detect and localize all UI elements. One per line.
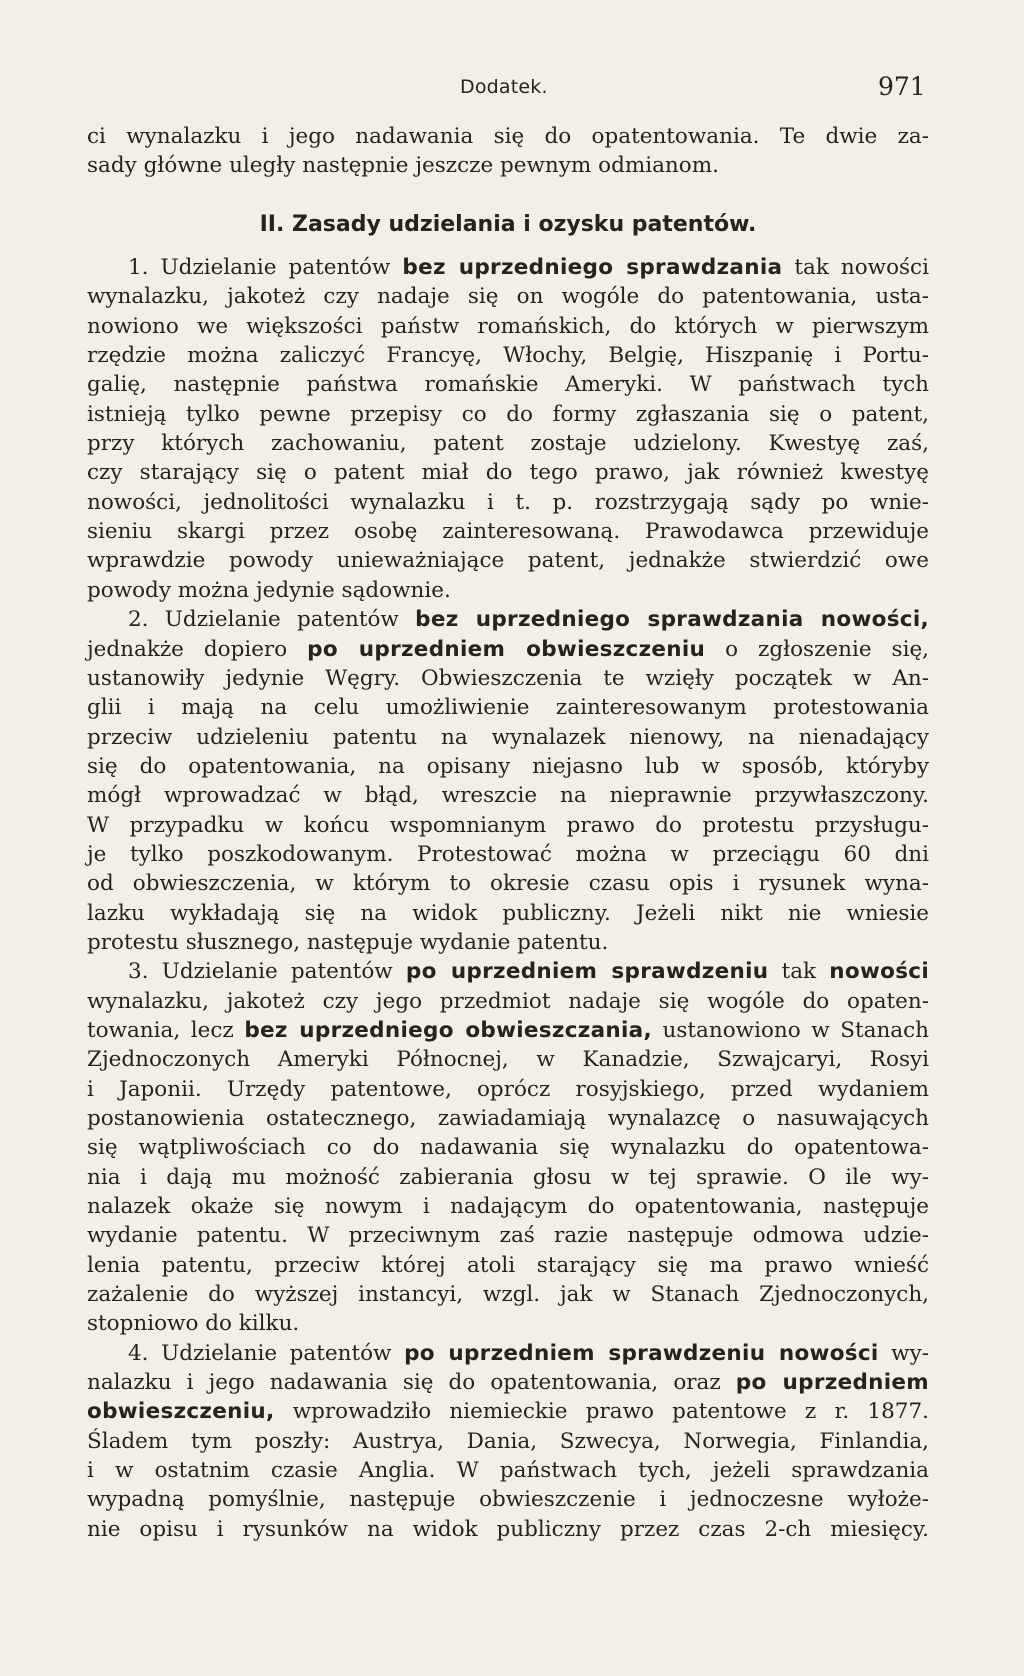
text-run: tak bbox=[768, 959, 830, 985]
text-run: protestu słusznego, następuje wydanie patentu. bbox=[87, 929, 609, 955]
text-line bbox=[87, 1251, 929, 1280]
text-run: sieniu skargi przez osobę zainteresowaną. Prawodawca przewiduje bbox=[87, 519, 929, 545]
text-line bbox=[87, 576, 929, 605]
text-run: zażalenie do wyższej instancyi, wzgl. jak w Stanach Zjednoczonych, bbox=[87, 1282, 929, 1308]
text-run: nowości, jednolitości wynalazku i t. p. rozstrzygają sądy po wnie- bbox=[87, 489, 929, 515]
text-line bbox=[87, 987, 929, 1016]
emphasis-text: bez uprzedniego obwieszczania, bbox=[244, 1017, 652, 1043]
text-run: wynalazku, jakoteż czy jego przedmiot nadaje się wogóle do opaten- bbox=[87, 988, 929, 1014]
text-line bbox=[87, 957, 929, 986]
text-line bbox=[87, 1427, 929, 1456]
text-run: przy których zachowaniu, patent zostaje udzielony. Kwestyę zaś, bbox=[87, 431, 929, 457]
text-line bbox=[87, 1456, 929, 1485]
emphasis-text: po uprzedniem sprawdzeniu nowości bbox=[404, 1340, 879, 1366]
text-line bbox=[87, 1016, 929, 1045]
text-run: wypadną pomyślnie, następuje obwieszczenie i jednoczesne wyłoże- bbox=[87, 1487, 929, 1513]
text-line bbox=[87, 899, 929, 928]
emphasis-text: po uprzedniem bbox=[735, 1370, 929, 1396]
text-line bbox=[87, 1397, 929, 1426]
emphasis-text: nowości bbox=[829, 959, 930, 985]
text-run: o zgłoszenie się, bbox=[705, 636, 930, 662]
text-line bbox=[87, 458, 929, 487]
text-run: się wątpliwościach co do nadawania się wynalazku do opatentowa- bbox=[87, 1135, 929, 1161]
text-run: postanowienia ostatecznego, zawiadamiają wynalazcę o nasuwających bbox=[87, 1106, 929, 1131]
emphasis-text: bez uprzedniego sprawdzania bbox=[402, 255, 783, 281]
body-text bbox=[87, 122, 929, 1544]
text-line bbox=[87, 400, 929, 429]
text-run: nowiono we większości państw romańskich, do których w pierwszym bbox=[87, 313, 929, 339]
text-line bbox=[87, 693, 929, 722]
text-run: wprawdzie powody unieważniające patent, jednakże stwierdzić owe bbox=[87, 548, 929, 574]
text-run: galię, następnie państwa romańskie Ameryki. W państwach tych bbox=[87, 372, 929, 398]
text-run: 2. Udzielanie patentów bbox=[128, 607, 416, 633]
text-run: Śladem tym poszły: Austrya, Dania, Szwecya, Norwegia, Finlandia, bbox=[87, 1428, 929, 1454]
text-line bbox=[87, 1133, 929, 1162]
text-line bbox=[87, 253, 929, 282]
text-line bbox=[87, 282, 929, 311]
text-run: 4. Udzielanie patentów bbox=[128, 1340, 405, 1366]
text-run: lazku wykładają się na widok publiczny. Jeżeli nikt nie wniesie bbox=[87, 900, 929, 926]
text-run: towania, lecz bbox=[87, 1017, 245, 1043]
section-heading bbox=[87, 210, 929, 239]
text-line bbox=[87, 1104, 929, 1133]
text-run: II. Zasady udzielania i ozysku patentów. bbox=[259, 211, 757, 237]
text-line bbox=[87, 811, 929, 840]
text-line bbox=[87, 1163, 929, 1192]
text-line bbox=[87, 370, 929, 399]
text-run: glii i mają na celu umożliwienie zainteresowanym protestowania bbox=[87, 695, 929, 721]
text-line bbox=[87, 312, 929, 341]
text-run: W przypadku w końcu wspomnianym prawo do protestu przysługu- bbox=[87, 812, 929, 838]
text-line bbox=[87, 122, 929, 151]
text-run: nalazku i jego nadawania się do opatentowania, oraz bbox=[87, 1370, 736, 1396]
text-line bbox=[87, 840, 929, 869]
text-line bbox=[87, 488, 929, 517]
text-line bbox=[87, 1075, 929, 1104]
text-run: sady główne uległy następnie jeszcze pewnym odmianom. bbox=[87, 153, 719, 179]
text-run: wynalazku, jakoteż czy nadaje się on wogóle do patentowania, usta- bbox=[87, 284, 929, 310]
text-run: nia i dają mu możność zabierania głosu w tej sprawie. O ile wy- bbox=[87, 1164, 929, 1190]
text-run: stopniowo do kilku. bbox=[87, 1311, 300, 1337]
text-line bbox=[87, 1485, 929, 1514]
text-run: ustanowiły jedynie Węgry. Obwieszczenia te wzięły początek w An- bbox=[87, 665, 929, 691]
page-number: 971 bbox=[878, 72, 926, 101]
text-line bbox=[87, 1515, 929, 1544]
text-run: wy- bbox=[878, 1340, 929, 1366]
emphasis-text: obwieszczeniu, bbox=[87, 1399, 275, 1425]
text-line bbox=[87, 1309, 929, 1338]
text-run: jednakże dopiero bbox=[87, 636, 308, 662]
text-line bbox=[87, 928, 929, 957]
text-line bbox=[87, 1339, 929, 1368]
text-run: i w ostatnim czasie Anglia. W państwach tych, jeżeli sprawdzania bbox=[87, 1458, 929, 1484]
text-line bbox=[87, 752, 929, 781]
text-run: tak nowości bbox=[782, 255, 929, 281]
text-run: nie opisu i rysunków na widok publiczny przez czas 2-ch miesięcy. bbox=[87, 1516, 929, 1542]
text-line bbox=[87, 1221, 929, 1250]
text-line bbox=[87, 517, 929, 546]
emphasis-text: bez uprzedniego sprawdzania nowości, bbox=[415, 607, 929, 633]
text-line bbox=[87, 664, 929, 693]
text-line bbox=[87, 1192, 929, 1221]
text-run: ci wynalazku i jego nadawania się do opatentowania. Te dwie za- bbox=[87, 124, 929, 149]
text-run: wydanie patentu. W przeciwnym zaś razie następuje odmowa udzie- bbox=[87, 1223, 929, 1249]
text-run: Zjednoczonych Ameryki Północnej, w Kanadzie, Szwajcaryi, Rosyi bbox=[87, 1047, 929, 1073]
running-head: Dodatek. bbox=[460, 76, 548, 98]
emphasis-text: po uprzedniem sprawdzeniu bbox=[405, 959, 769, 985]
text-run: je tylko poszkodowanym. Protestować można w przeciągu 60 dni bbox=[87, 841, 929, 867]
text-line bbox=[87, 723, 929, 752]
text-line bbox=[87, 546, 929, 575]
text-line bbox=[87, 151, 929, 180]
text-line bbox=[87, 1280, 929, 1309]
text-run: istnieją tylko pewne przepisy co do formy zgłaszania się o patent, bbox=[87, 401, 929, 427]
text-run: rzędzie można zaliczyć Francyę, Włochy, Belgię, Hiszpanię i Portu- bbox=[87, 343, 929, 369]
text-run: mógł wprowadzać w błąd, wreszcie na nieprawnie przywłaszczony. bbox=[87, 783, 929, 809]
text-run: się do opatentowania, na opisany niejasno lub w sposób, któryby bbox=[87, 753, 929, 779]
text-run: ustanowiono w Stanach bbox=[651, 1017, 930, 1043]
text-run: 3. Udzielanie patentów bbox=[128, 959, 406, 985]
text-line bbox=[87, 341, 929, 370]
text-run: 1. Udzielanie patentów bbox=[128, 255, 403, 281]
text-line bbox=[87, 1368, 929, 1397]
text-line bbox=[87, 635, 929, 664]
emphasis-text: po uprzedniem obwieszczeniu bbox=[307, 636, 706, 662]
text-run: od obwieszczenia, w którym to okresie czasu opis i rysunek wyna- bbox=[87, 871, 929, 897]
text-run: czy starający się o patent miał do tego prawo, jak również kwestyę bbox=[87, 460, 929, 486]
text-run: nalazek okaże się nowym i nadającym do opatentowania, następuje bbox=[87, 1194, 929, 1220]
text-run: lenia patentu, przeciw której atoli starający się ma prawo wnieść bbox=[87, 1252, 929, 1278]
text-line bbox=[87, 1045, 929, 1074]
text-line bbox=[87, 781, 929, 810]
text-run: przeciw udzieleniu patentu na wynalazek nienowy, na nienadający bbox=[87, 724, 929, 750]
text-line bbox=[87, 429, 929, 458]
text-run: i Japonii. Urzędy patentowe, oprócz rosyjskiego, przed wydaniem bbox=[87, 1076, 929, 1102]
text-line bbox=[87, 605, 929, 634]
text-run: wprowadziło niemieckie prawo patentowe z r. 1877. bbox=[274, 1399, 929, 1425]
text-line bbox=[87, 869, 929, 898]
text-run: powody można jedynie sądownie. bbox=[87, 577, 451, 603]
